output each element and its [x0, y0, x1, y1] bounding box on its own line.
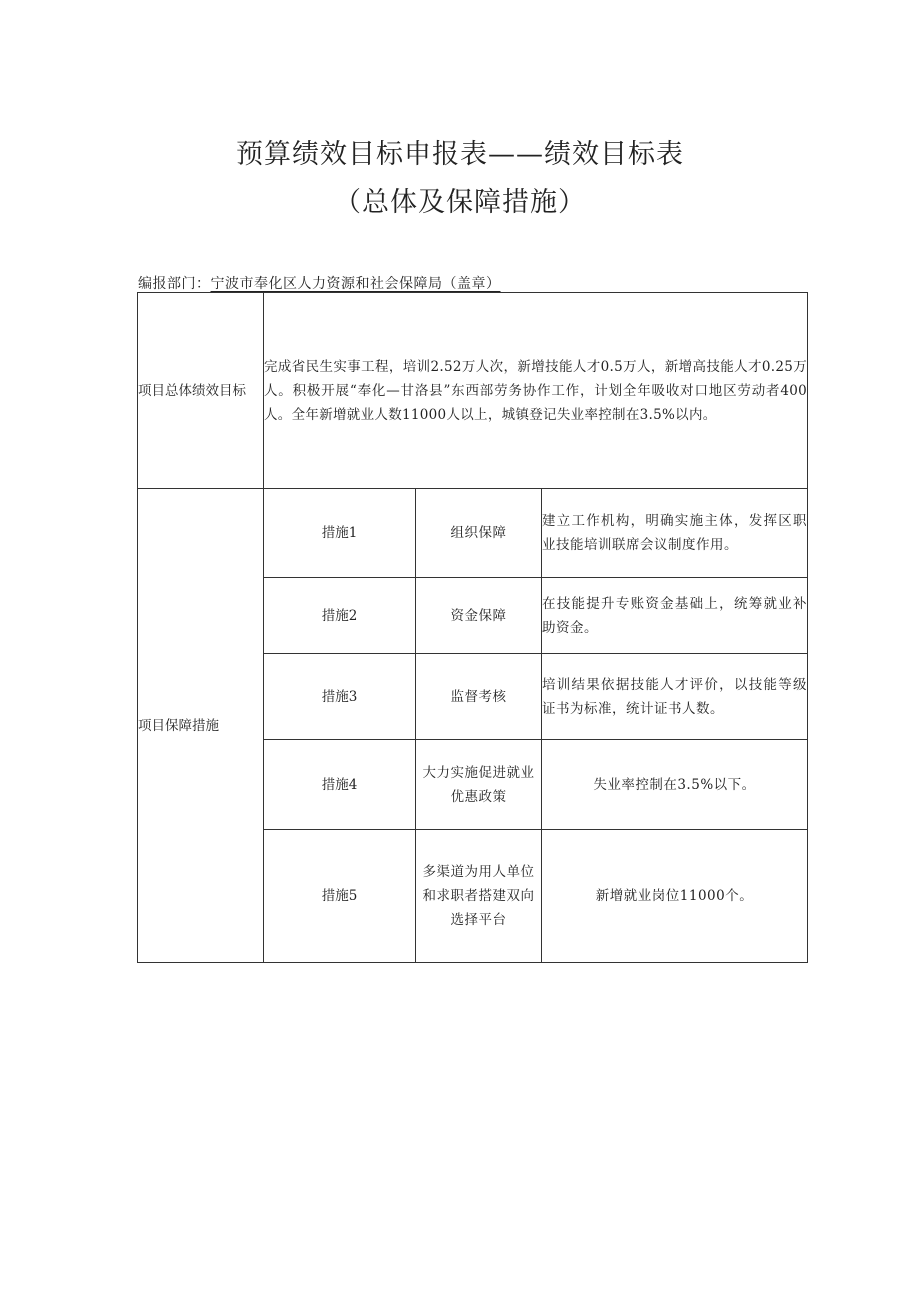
measure-name: 措施5	[264, 830, 416, 963]
measure-category: 资金保障	[416, 578, 542, 654]
measure-name: 措施4	[264, 740, 416, 830]
measure-description: 建立工作机构，明确实施主体，发挥区职业技能培训联席会议制度作用。	[542, 489, 808, 578]
measure-category: 监督考核	[416, 654, 542, 740]
overall-goal-row	[138, 293, 808, 489]
overall-goal-label: 项目总体绩效目标	[138, 293, 264, 489]
measure-category: 组织保障	[416, 489, 542, 578]
measure-name: 措施2	[264, 578, 416, 654]
measure-description: 失业率控制在3.5%以下。	[542, 740, 808, 830]
department-value: 宁波市奉化区人力资源和社会保障局（盖章）	[210, 276, 501, 292]
measure-name: 措施3	[264, 654, 416, 740]
measure-row	[138, 489, 808, 578]
document-subtitle: （总体及保障措施）	[334, 187, 586, 218]
measure-description: 培训结果依据技能人才评价，以技能等级证书为标准，统计证书人数。	[542, 654, 808, 740]
measure-category: 大力实施促进就业优惠政策	[416, 740, 542, 830]
measure-description: 新增就业岗位11000个。	[542, 830, 808, 963]
department-label: 编报部门：	[138, 276, 211, 292]
performance-target-table	[137, 292, 808, 963]
overall-goal-text: 完成省民生实事工程，培训2.52万人次，新增技能人才0.5万人，新增高技能人才0.25万人。积极开展“奉化—甘洛县”东西部劳务协作工作，计划全年吸收对口地区劳动者400人。全年新增就业人数11000人以上，城镇登记失业率控制在3.5%以内。	[264, 293, 808, 489]
measure-name: 措施1	[264, 489, 416, 578]
department-line	[138, 273, 501, 293]
document-title: 预算绩效目标申报表——绩效目标表	[236, 139, 684, 170]
measures-label: 项目保障措施	[138, 489, 264, 963]
measure-category: 多渠道为用人单位和求职者搭建双向选择平台	[416, 830, 542, 963]
measure-description: 在技能提升专账资金基础上，统筹就业补助资金。	[542, 578, 808, 654]
